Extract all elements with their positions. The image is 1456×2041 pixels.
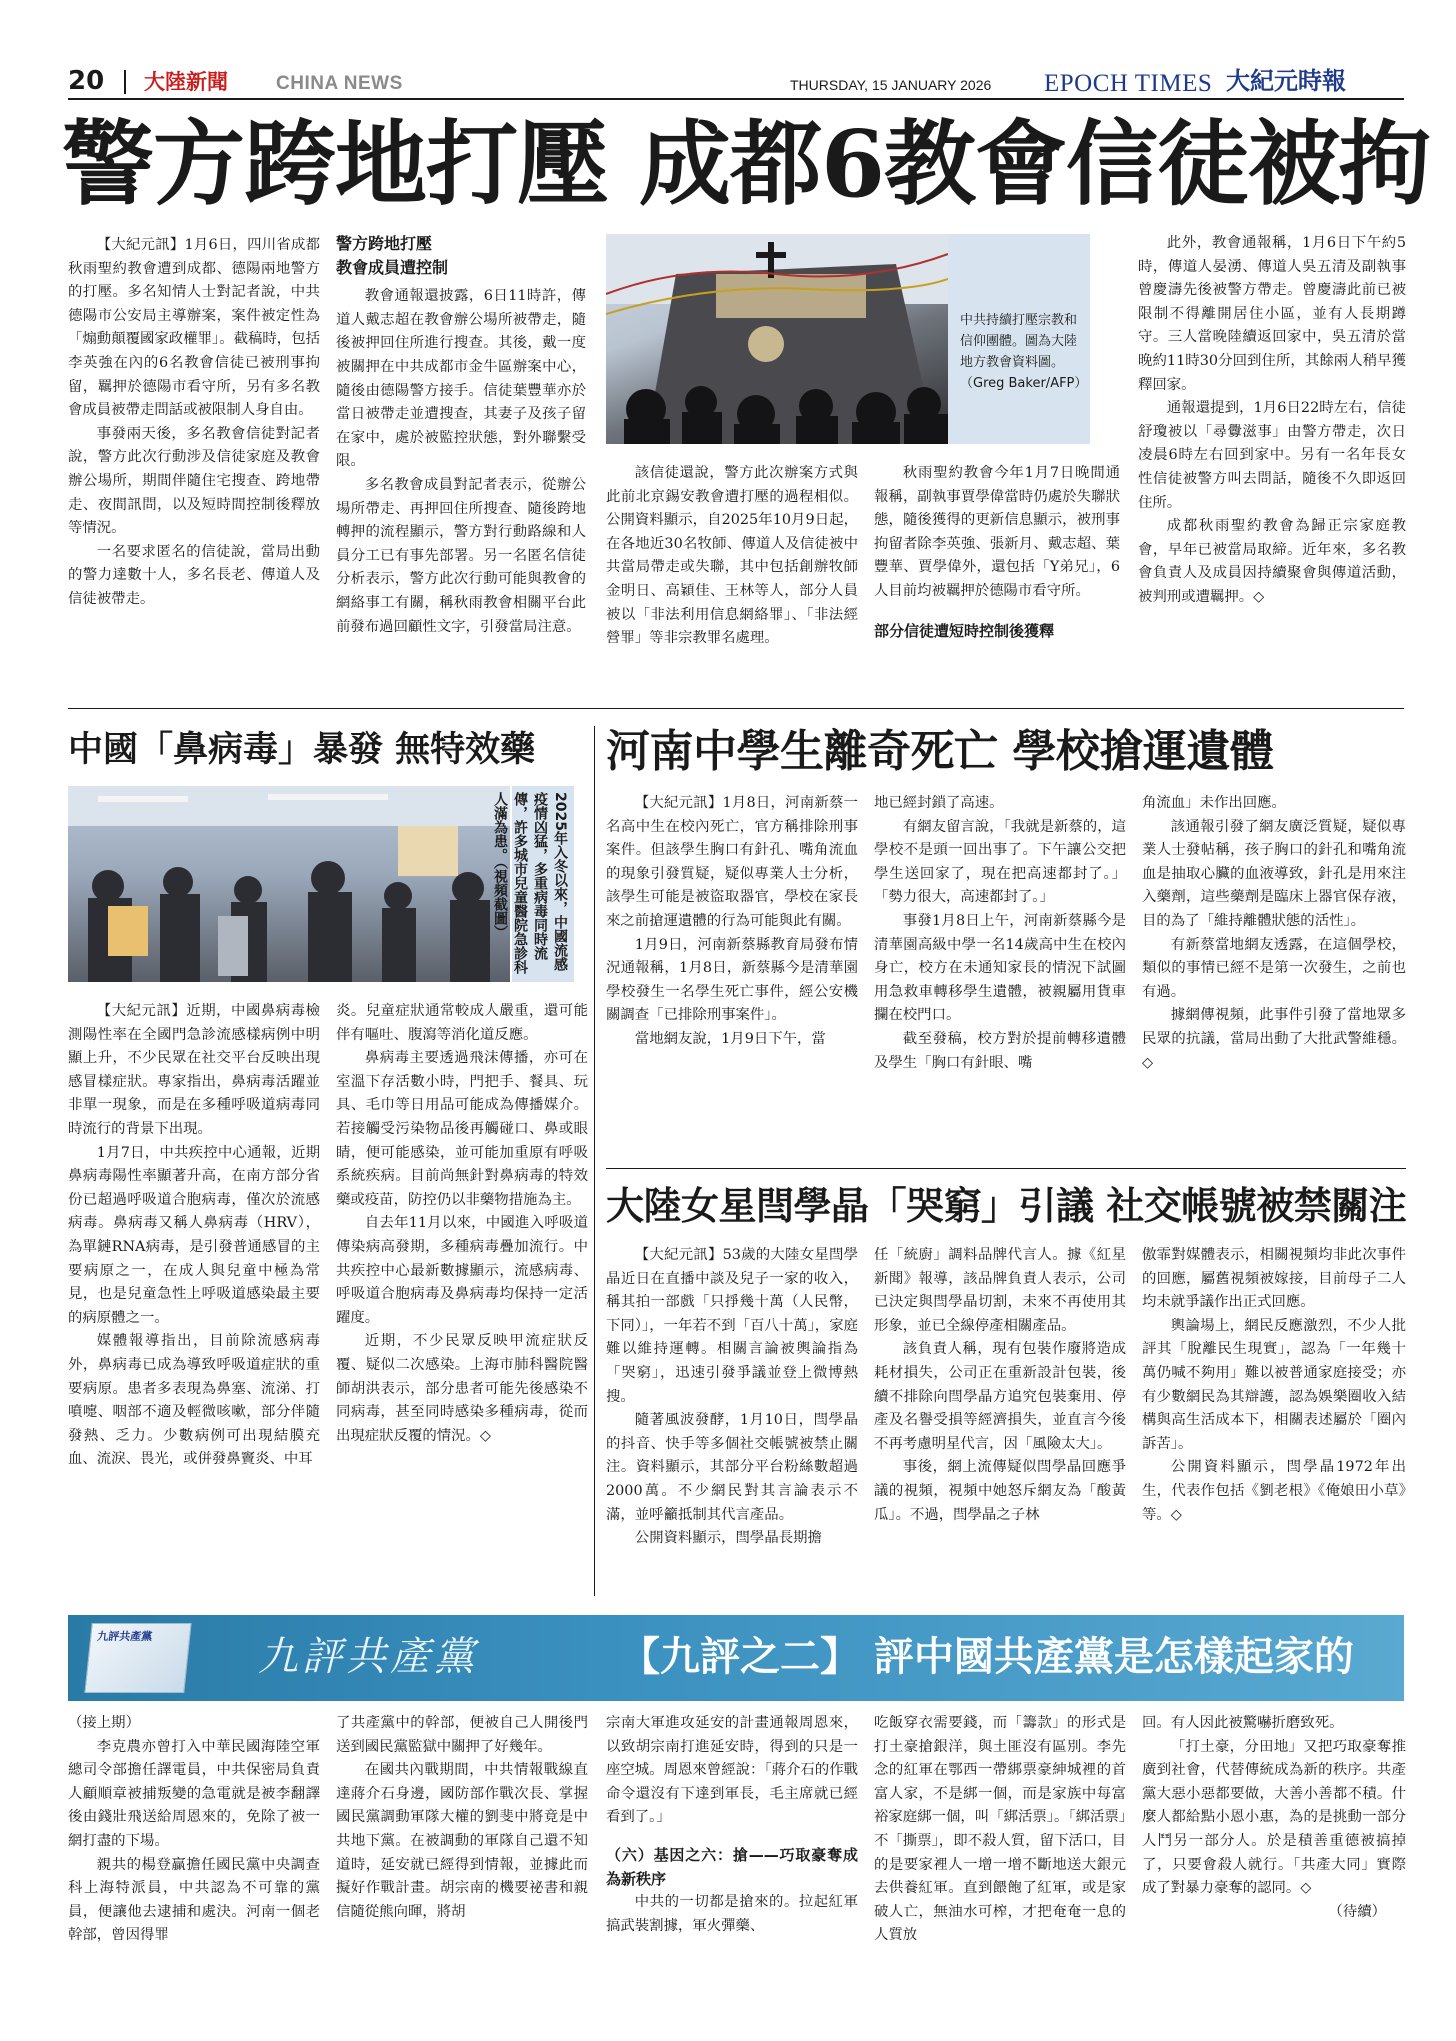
paragraph: 公開資料顯示，閆學晶長期擔 <box>634 1530 822 1547</box>
paragraph: 通報還提到，1月6日22時左右，信徒舒瓊被以「尋釁滋事」由警方帶走，次日凌晨6時左右回到家中。另有一名年長女性信徒被警方叫去問話，隨後不久即返回住所。 <box>1138 400 1406 511</box>
paragraph: 輿論場上，網民反應激烈，不少人批評其「脫離民生現實」，認為「一年幾十萬仍喊不夠用」難以被普通家庭接受；亦有少數網民為其辯護，認為娛樂圈收入結構與高生活成本下，相關表述屬於「圈內訴苦」。 <box>1142 1317 1406 1452</box>
book-cover <box>84 1623 191 1693</box>
paragraph: 當地網友說，1月9日下午，當 <box>634 1030 826 1047</box>
paragraph: 地已經封鎖了高速。 <box>874 795 1004 811</box>
paragraph: 鼻病毒主要透過飛沫傳播，亦可在室溫下存活數小時，門把手、餐具、玩具、毛巾等日用品可能成為傳播媒介。若接觸受污染物品後再觸碰口、鼻或眼睛，便可能感染，並可能加重原有呼吸系統疾病。目前尚無針對鼻病毒的特效藥或疫苗，防控仍以非藥物措施為主。 <box>336 1050 588 1208</box>
ninecomm-column-4 <box>874 1712 1126 2002</box>
article3-column-3 <box>1142 792 1406 1162</box>
paragraph: 有網友留言說，「我就是新蔡的，這學校不是頭一回出事了。下午讓公交把學生送回家了，現在把高速都封了。」「勢力很大，高速都封了。」 <box>874 818 1126 906</box>
paragraph: 【大紀元訊】1月6日，四川省成都秋雨聖約教會遭到成都、德陽兩地警方的打壓。多名知情人士對記者說，中共德陽市公安局主導辦案，案件被定性為「煽動顛覆國家政權罪」。截稿時，包括李英強在內的6名教會信徒已被刑事拘留，羈押於德陽市看守所，另有多名教會成員被帶走問話或被限制人身自由。 <box>68 237 320 419</box>
paragraph: 事發1月8日上午，河南新蔡縣今是清華園高級中學一名14歲高中生在校內身亡，校方在未通知家長的情況下試圖用急救車轉移學生遺體，被親屬用貨車攔在校門口。 <box>874 912 1126 1024</box>
paragraph: 任「統廚」調料品牌代言人。據《紅星新聞》報導，該品牌負責人表示，公司已決定與閆學晶切割，未來不再使用其形象，並已全線停產相關產品。 <box>874 1247 1126 1334</box>
paragraph: 公開資料顯示，閆學晶1972年出生，代表作包括《劉老根》《俺娘田小草》等。◇ <box>1142 1459 1406 1523</box>
paragraph: 有新蔡當地網友透露，在這個學校，類似的事情已經不是第一次發生，之前也有過。 <box>1142 936 1406 1000</box>
article2-headline: 中國「鼻病毒」暴發 無特效藥 <box>68 730 536 770</box>
paragraph: 吃飯穿衣需要錢，而「籌款」的形式是打土豪搶銀洋，與土匪沒有區別。李先念的紅軍在鄂西一帶綁票豪紳城裡的首富人家，不是綁一個，而是家族中每富裕家庭綁一個，叫「綁活票」。「綁活票」不「撕票」，即不殺人質，留下活口，目的是要家裡人一增一增不斷地送大銀元去供養紅軍。直到餵飽了紅軍，或是家破人亡，無油水可榨，才把奄奄一息的人質放 <box>874 1715 1126 1944</box>
article1-column-5 <box>1138 232 1406 700</box>
article4-column-1 <box>606 1244 858 1598</box>
paragraph: 成都秋雨聖約教會為歸正宗家庭教會，早年已被當局取締。近年來，多名教會負責人及成員因持續聚會與傳道活動，被判刑或遭羈押。◇ <box>1138 518 1406 605</box>
paragraph: 角流血」未作出回應。 <box>1142 795 1286 811</box>
article4-headline: 大陸女星閆學晶「哭窮」引議 社交帳號被禁關注 <box>606 1184 1407 1228</box>
ninecomm-subhead: （六）基因之六：搶——巧取豪奪成為新秩序 <box>606 1845 858 1888</box>
to-be-continued: （待續） <box>1328 1903 1386 1920</box>
paragraph: 媒體報導指出，目前除流感病毒外，鼻病毒已成為導致呼吸道症狀的重要病原。患者多表現為鼻塞、流涕、打噴嚏、咽部不適及輕微咳嗽，部分伴隨發熱、乏力。少數病例可出現結膜充血、流淚、畏光，或併發鼻竇炎、中耳 <box>68 1333 320 1468</box>
paragraph: （接上期） <box>68 1715 140 1731</box>
paragraph: 多名教會成員對記者表示，從辦公場所帶走、再押回住所搜查、隨後跨地轉押的流程顯示，警方對行動路線和人員分工已有事先部署。另一名匿名信徒分析表示，警方此次行動可能與教會的網絡事工有關，稱秋雨教會相關平台此前發布過回顧性文字，引發當局注意。 <box>336 476 586 635</box>
church-photo <box>606 234 948 444</box>
article3-headline: 河南中學生離奇死亡 學校搶運遺體 <box>606 726 1274 777</box>
banner-article-title: 【九評之二】 評中國共產黨是怎樣起家的 <box>620 1633 1354 1680</box>
church-photo-caption <box>948 234 1090 444</box>
paragraph: 「打土豪，分田地」又把巧取豪奪推廣到社會，代替傳統成為新的秩序。共產黨大惡小惡都要做，大善小善都不積。什麼人都給點小恩小惠，為的是挑動一部分人鬥另一部分人。於是積善重德被搞掉了，只要會殺人就行。「共產大同」實際成了對暴力豪奪的認同。◇ <box>1142 1738 1406 1897</box>
article2-column-2 <box>336 1000 588 1600</box>
paragraph: 1月9日，河南新蔡縣教育局發布情況通報稱，1月8日，新蔡縣今是清華園學校發生一名學生死亡事件，經公安機關調查「已排除刑事案件」。 <box>606 936 858 1024</box>
page-number: 20 <box>68 66 105 96</box>
article1-column-4 <box>874 462 1120 700</box>
main-headline: 警方跨地打壓 成都6教會信徒被拘 <box>62 110 1431 218</box>
paragraph: 教會通報還披露，6日11時許，傳道人戴志超在教會辦公場所被帶走，隨後被押回住所進行搜查。其後，戴一度被關押在中共成都市金牛區辦案中心，隨後由德陽警方接手。信徒葉豐華亦於當日被帶走並遭搜查，其妻子及孩子留在家中，處於被監控狀態，對外聯繫受限。 <box>336 288 586 470</box>
article1-column-2 <box>336 232 586 700</box>
paragraph: 該負責人稱，現有包裝作廢將造成耗材損失，公司正在重新設計包裝，後續不排除向閆學晶方追究包裝棄用、停產及名譽受損等經濟損失，並直言今後不再考慮明星代言，因「風險太大」。 <box>874 1341 1126 1452</box>
paragraph: 該通報引發了網友廣泛質疑，疑似專業人士發帖稱，孩子胸口的針孔和嘴角流血是抽取心臟的血液導致，針孔是用來注入藥劑，這些藥劑是臨床上器官保存液，目的為了「維持離體狀態的活性」。 <box>1142 818 1406 929</box>
issue-date: THURSDAY, 15 JANUARY 2026 <box>790 77 992 93</box>
nine-commentaries-banner <box>68 1615 1404 1701</box>
hospital-photo-illustration <box>68 786 510 982</box>
ninecomm-column-2 <box>336 1712 588 2002</box>
paragraph: 回。有人因此被驚嚇折磨致死。 <box>1142 1715 1344 1731</box>
paragraph: 中共的一切都是搶來的。拉起紅軍搞武裝割據，軍火彈藥、 <box>606 1894 858 1934</box>
brand-logo-en: EPOCH TIMES <box>1044 70 1213 97</box>
paragraph: 秋雨聖約教會今年1月7日晚間通報稱，副執事賈學偉當時仍處於失聯狀態，隨後獲得的更新信息顯示，被刑事拘留者除李英強、張新月、戴志超、葉豐華、賈學偉外，還包括「Y弟兄」，6人目前均被羈押於德陽市看守所。 <box>874 465 1120 599</box>
article1-subhead: 警方跨地打壓 教會成員遭控制 <box>336 234 449 277</box>
ninecomm-column-3 <box>606 1712 858 2002</box>
paragraph: 親共的楊登贏擔任國民黨中央調查科上海特派員，中共認為不可靠的黨員，便讓他去逮捕和處決。河南一個老幹部，曾因得罪 <box>68 1856 320 1944</box>
ninecomm-column-1 <box>68 1712 320 2002</box>
section-divider <box>68 708 1404 709</box>
paragraph: 傲霏對媒體表示，相關視頻均非此次事件的回應，屬舊視頻被嫁接，目前母子二人均未就爭議作出正式回應。 <box>1142 1247 1406 1311</box>
hospital-photo-caption <box>492 786 574 982</box>
paragraph: 該信徒還說，警方此次辦案方式與此前北京錫安教會遭打壓的過程相似。公開資料顯示，自2025年10月9日起，在各地近30名牧師、傳道人及信徒被中共當局帶走或失聯，其中包括創辦牧師金明日、高穎佳、王林等人，部分人員被以「非法利用信息網絡罪」、「非法經營罪」等非宗教罪名處理。 <box>606 465 858 647</box>
section-divider <box>606 1168 1406 1169</box>
book-title: 九評共產黨 <box>96 1630 153 1643</box>
paragraph: 截至發稿，校方對於提前轉移遺體及學生「胸口有針眼、嘴 <box>874 1030 1126 1071</box>
article1-subhead-2: 部分信徒遭短時控制後獲釋 <box>874 621 1055 640</box>
paragraph: 在國共內戰期間，中共情報戰線直達蔣介石身邊，國防部作戰次長、掌握國民黨調動軍隊大權的劉斐中將竟是中共地下黨。在被調動的軍隊自己還不知道時，延安就已經得到情報，並據此而擬好作戰計畫。胡宗南的機要祕書和親信隨從熊向暉，將胡 <box>336 1762 588 1920</box>
paragraph: 一名要求匿名的信徒說，當局出動的警力達數十人，多名長老、傳道人及信徒被帶走。 <box>68 543 320 607</box>
paragraph: 據網傳視頻，此事件引發了當地眾多民眾的抗議，當局出動了大批武警維穩。◇ <box>1142 1007 1406 1071</box>
brand-logo-cn: 大紀元時報 <box>1226 66 1346 95</box>
paragraph: 宗南大軍進攻延安的計畫通報周恩來，以致胡宗南打進延安時，得到的只是一座空城。周恩來曾經說：「蔣介石的作戰命令還沒有下達到軍長，毛主席就已經看到了。」 <box>606 1715 858 1826</box>
banner-series-title: 九評共產黨 <box>258 1634 478 1680</box>
church-photo-illustration <box>606 234 948 444</box>
ninecomm-column-5 <box>1142 1712 1406 2002</box>
article1-column-1 <box>68 234 320 700</box>
section-title-en: CHINA NEWS <box>276 73 403 94</box>
paragraph: 了共產黨中的幹部，便被自己人開後門送到國民黨監獄中關押了好幾年。 <box>336 1715 588 1755</box>
paragraph: 1月7日，中共疾控中心通報，近期鼻病毒陽性率顯著升高，在南方部分省份已超過呼吸道合胞病毒，僅次於流感病毒。鼻病毒又稱人鼻病毒（HRV），為單鏈RNA病毒，是引發普通感冒的主要病原之一，在成人與兒童中極為常見，也是兒童急性上呼吸道感染最主要的病原體之一。 <box>68 1144 320 1326</box>
paragraph: 炎。兒童症狀通常較成人嚴重，還可能伴有嘔吐、腹瀉等消化道反應。 <box>336 1003 588 1043</box>
masthead-rule <box>68 98 1404 100</box>
paragraph: 近期，不少民眾反映甲流症狀反覆、疑似二次感染。上海市肺科醫院醫師胡洪表示，部分患者可能先後感染不同病毒，甚至同時感染多種病毒，從而出現症狀反覆的情況。◇ <box>336 1333 588 1444</box>
column-divider <box>594 726 595 1596</box>
paragraph: 【大紀元訊】近期，中國鼻病毒檢測陽性率在全國門急診流感樣病例中明顯上升，不少民眾在社交平台反映出現感冒樣症狀。專家指出，鼻病毒活躍並非單一現象，而是在多種呼吸道病毒同時流行的背景下出現。 <box>68 1003 320 1137</box>
paragraph: 【大紀元訊】53歲的大陸女星閆學晶近日在直播中談及兒子一家的收入，稱其拍一部戲「只掙幾十萬（人民幣，下同）」，一年若不到「百八十萬」，家庭難以維持運轉。相關言論被輿論指為「哭窮」，迅速引發爭議並登上微博熱搜。 <box>606 1247 858 1405</box>
article2-column-1 <box>68 1000 320 1600</box>
paragraph: 李克農亦曾打入中華民國海陸空軍總司令部擔任譯電員，中共保密局負責人顧順章被捕叛變的急電就是被李翻譯後由錢壯飛送給周恩來的，免除了被一網打盡的下場。 <box>68 1738 320 1849</box>
article1-column-3 <box>606 462 858 700</box>
article3-column-2 <box>874 792 1126 1162</box>
paragraph: 自去年11月以來，中國進入呼吸道傳染病高發期，多種病毒疊加流行。中共疾控中心最新數據顯示，流感病毒、呼吸道合胞病毒及鼻病毒均保持一定活躍度。 <box>336 1215 588 1326</box>
paragraph: 事後，網上流傳疑似閆學晶回應爭議的視頻，視頻中她怒斥網友為「酸黃瓜」。不過，閆學晶之子林 <box>874 1459 1126 1523</box>
caption-text: 中共持續打壓宗教和信仰團體。圖為大陸地方教會資料圖。（Greg Baker/AFP） <box>960 313 1088 391</box>
section-title-cn: 大陸新聞 <box>144 70 228 94</box>
caption-text: 2025年入冬以來，中國流感疫情凶猛，多重病毒同時流傳，許多城市兒童醫院急診科人滿為患。（視頻截圖） <box>492 792 568 974</box>
paragraph: 事發兩天後，多名教會信徒對記者說，警方此次行動涉及信徒家庭及教會辦公場所，期間伴隨住宅搜查、跨地帶走、夜間訊問，以及短時間控制後釋放等情況。 <box>68 425 320 537</box>
paragraph: 隨著風波發酵，1月10日，閆學晶的抖音、快手等多個社交帳號被禁止關注。資料顯示，其部分平台粉絲數超過2000萬。不少網民對其言論表示不滿，並呼籲抵制其代言產品。 <box>606 1412 858 1523</box>
article4-column-3 <box>1142 1244 1406 1598</box>
article4-column-2 <box>874 1244 1126 1598</box>
article3-column-1 <box>606 792 858 1162</box>
paragraph: 此外，教會通報稱，1月6日下午約5時，傳道人晏湧、傳道人吳五清及副執事曾慶濤先後被警方帶走。曾慶濤此前已被限制不得離開居住小區，並有人長期蹲守。三人當晚陸續返回家中，吳五清於當晚約11時30分回到住所，其餘兩人稍早獲釋回家。 <box>1138 235 1406 393</box>
hospital-photo <box>68 786 510 982</box>
paragraph: 【大紀元訊】1月8日，河南新蔡一名高中生在校內死亡，官方稱排除刑事案件。但該學生胸口有針孔、嘴角流血的現象引發質疑，疑似專業人士分析，該學生可能是被盜取器官，學校在家長來之前搶運遺體的行為可能與此有關。 <box>606 795 858 929</box>
masthead-divider <box>124 70 126 94</box>
